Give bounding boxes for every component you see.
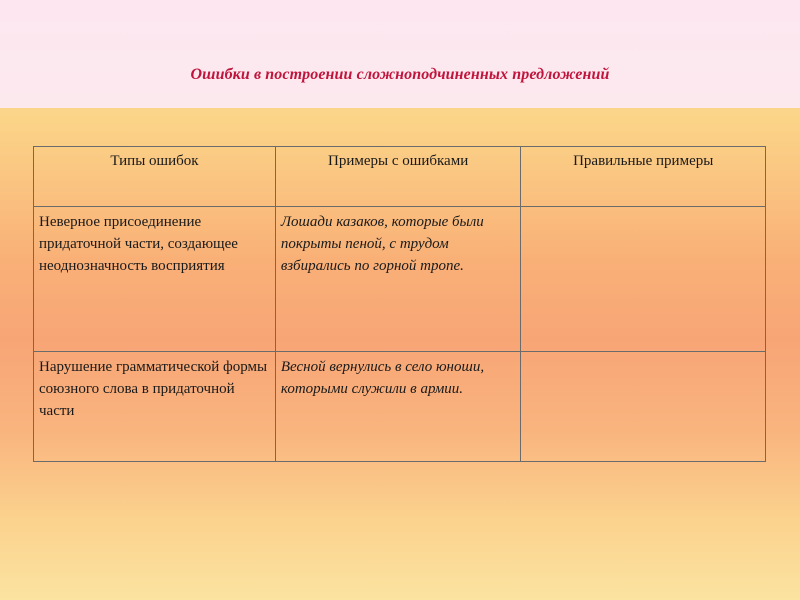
header-error-types: Типы ошибок [34, 147, 276, 207]
error-type-cell: Нарушение грамматической формы союзного слова в придаточной части [34, 352, 276, 462]
errors-table [33, 146, 766, 462]
correct-example-cell [521, 207, 766, 352]
title-band [0, 0, 800, 108]
error-example-cell: Весной вернулись в село юноши, которыми служили в армии. [275, 352, 521, 462]
correct-example-cell [521, 352, 766, 462]
header-correct-examples: Правильные примеры [521, 147, 766, 207]
error-example-cell: Лошади казаков, которые были покрыты пеной, с трудом взбирались по горной тропе. [275, 207, 521, 352]
table-row [34, 207, 766, 352]
header-error-examples: Примеры с ошибками [275, 147, 521, 207]
table-row [34, 352, 766, 462]
slide-title: Ошибки в построении сложноподчиненных предложений [190, 66, 610, 83]
table-header-row [34, 147, 766, 207]
error-type-cell: Неверное присоединение придаточной части, создающее неоднозначность восприятия [34, 207, 276, 352]
